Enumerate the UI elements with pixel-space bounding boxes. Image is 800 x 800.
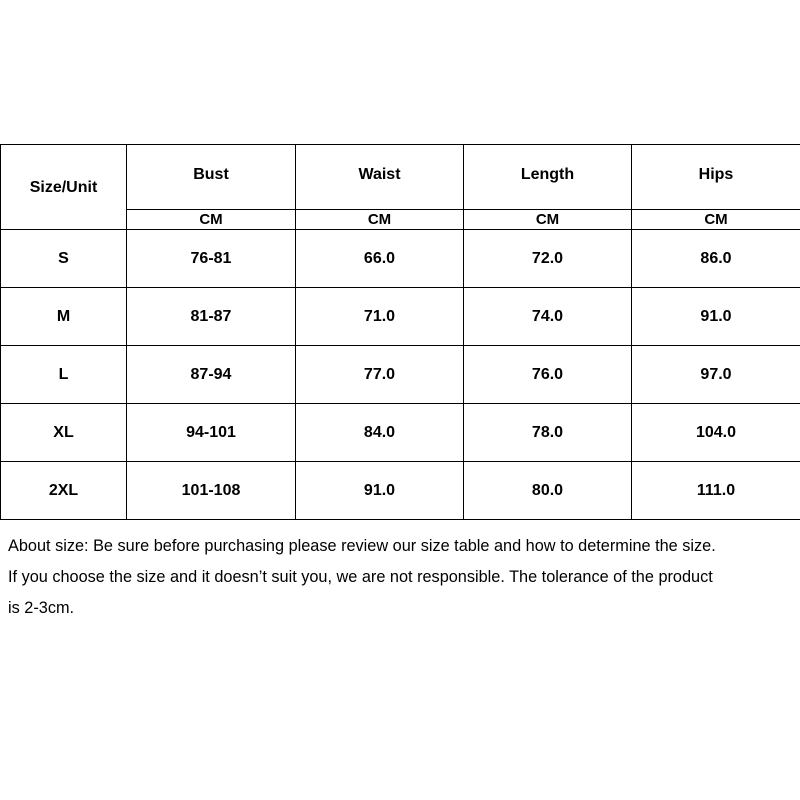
waist-cell: 77.0 (296, 346, 464, 404)
note-line: If you choose the size and it doesn’t suit you, we are not responsible. The tolerance of the product (8, 568, 713, 586)
size-cell: L (1, 346, 127, 404)
length-cell: 80.0 (464, 462, 632, 520)
note-line: About size: Be sure before purchasing please review our size table and how to determine the size. (8, 537, 716, 555)
waist-header: Waist (296, 145, 464, 210)
waist-cell: 66.0 (296, 230, 464, 288)
size-cell: M (1, 288, 127, 346)
bust-unit: CM (127, 210, 296, 230)
hips-cell: 91.0 (632, 288, 800, 346)
bust-cell: 76-81 (127, 230, 296, 288)
length-cell: 76.0 (464, 346, 632, 404)
hips-cell: 104.0 (632, 404, 800, 462)
note-line: is 2-3cm. (8, 599, 75, 617)
waist-cell: 71.0 (296, 288, 464, 346)
size-cell: XL (1, 404, 127, 462)
length-unit: CM (464, 210, 632, 230)
hips-cell: 86.0 (632, 230, 800, 288)
size-cell: S (1, 230, 127, 288)
size-disclaimer-note (8, 531, 798, 624)
waist-cell: 91.0 (296, 462, 464, 520)
waist-unit: CM (296, 210, 464, 230)
header-row (1, 145, 800, 210)
hips-cell: 97.0 (632, 346, 800, 404)
table-row (1, 288, 800, 346)
hips-header: Hips (632, 145, 800, 210)
table-row (1, 346, 800, 404)
bust-header: Bust (127, 145, 296, 210)
length-cell: 72.0 (464, 230, 632, 288)
bust-cell: 94-101 (127, 404, 296, 462)
size-chart-table (0, 144, 800, 520)
size-cell: 2XL (1, 462, 127, 520)
waist-cell: 84.0 (296, 404, 464, 462)
bust-cell: 81-87 (127, 288, 296, 346)
length-cell: 78.0 (464, 404, 632, 462)
bust-cell: 87-94 (127, 346, 296, 404)
table-row (1, 462, 800, 520)
length-cell: 74.0 (464, 288, 632, 346)
hips-unit: CM (632, 210, 800, 230)
table-row (1, 404, 800, 462)
hips-cell: 111.0 (632, 462, 800, 520)
bust-cell: 101-108 (127, 462, 296, 520)
table-row (1, 230, 800, 288)
length-header: Length (464, 145, 632, 210)
size-unit-header: Size/Unit (1, 145, 127, 230)
